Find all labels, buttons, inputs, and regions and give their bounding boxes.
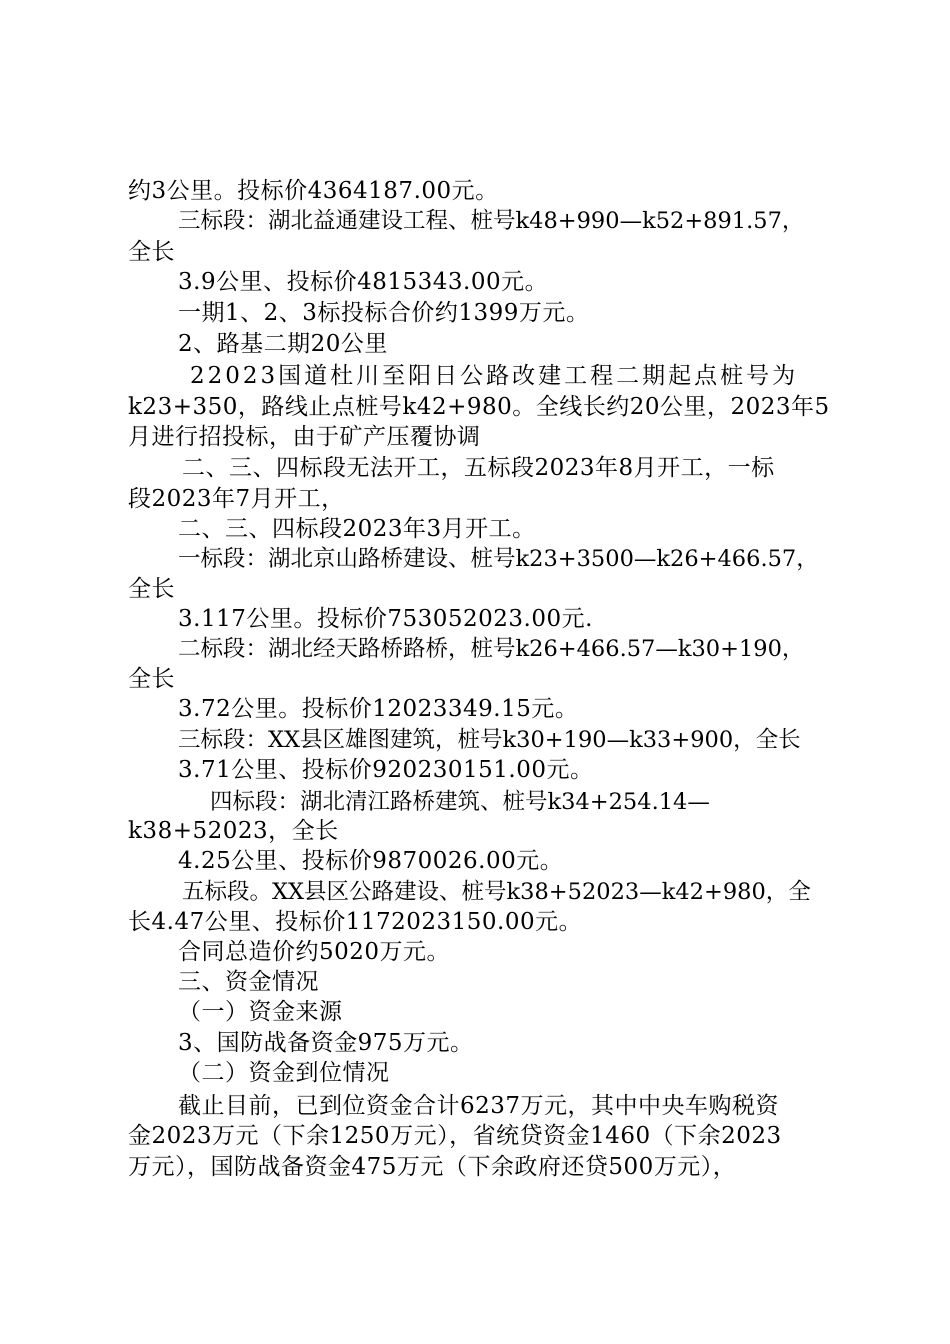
text-line: 约3公里。投标价4364187.00元。 xyxy=(128,178,499,204)
text-line: 万元），国防战备资金475万元（下余政府还贷500万元）， xyxy=(128,1154,737,1180)
text-line: 金2023万元（下余1250万元），省统贷资金1460（下余2023 xyxy=(128,1123,782,1149)
text-line: 月进行招投标，由于矿产压覆协调 xyxy=(128,424,481,450)
text-line: 长4.47公里、投标价1172023150.00元。 xyxy=(128,909,583,935)
text-line: 二、三、四标段无法开工，五标段2023年8月开工，一标 xyxy=(182,455,775,481)
text-line: 截止目前，已到位资金合计6237万元，其中中央车购税资 xyxy=(178,1093,780,1119)
text-line: 3.9公里、投标价4815343.00元。 xyxy=(178,269,549,295)
text-line: 一标段：湖北京山路桥建设、桩号k23+3500—k26+466.57， xyxy=(178,546,819,572)
text-line: 3.72公里。投标价12023349.15元。 xyxy=(178,696,579,722)
text-line: （二）资金到位情况 xyxy=(178,1060,390,1086)
text-line: 三标段：湖北益通建设工程、桩号k48+990—k52+891.57， xyxy=(178,208,805,234)
text-line: 全长 xyxy=(128,666,175,692)
text-line: 3、国防战备资金975万元。 xyxy=(178,1030,474,1056)
text-line: （一）资金来源 xyxy=(178,999,343,1025)
text-line: 3.71公里、投标价920230151.00元。 xyxy=(178,757,594,783)
text-line: 3.117公里。投标价753052023.00元. xyxy=(178,606,593,632)
text-line: 4.25公里、投标价9870026.00元。 xyxy=(178,848,564,874)
text-line: 全长 xyxy=(128,576,175,602)
text-line: 段2023年7月开工， xyxy=(128,486,345,512)
text-line: 二、三、四标段2023年3月开工。 xyxy=(178,516,536,542)
text-line: 全长 xyxy=(128,239,175,265)
text-line: 二标段：湖北经天路桥路桥，桩号k26+466.57—k30+190， xyxy=(178,636,805,662)
text-line: 五标段。XX县区公路建设、桩号k38+52023—k42+980，全 xyxy=(182,879,811,905)
text-line: 四标段：湖北清江路桥建筑、桩号k34+254.14— xyxy=(210,789,710,815)
text-line: 一期1、2、3标投标合价约1399万元。 xyxy=(178,300,590,326)
text-line: 2、路基二期20公里 xyxy=(178,331,388,357)
text-line: k38+52023，全长 xyxy=(128,818,339,844)
text-line: 22023国道杜川至阳日公路改建工程二期起点桩号为 xyxy=(190,363,799,389)
text-line: 三标段：XX县区雄图建筑，桩号k30+190—k33+900，全长 xyxy=(178,727,801,753)
text-line: 合同总造价约5020万元。 xyxy=(178,939,451,965)
text-line: k23+350，路线止点桩号k42+980。全线长约20公里，2023年5 xyxy=(128,394,830,420)
text-line: 三、资金情况 xyxy=(178,969,319,995)
